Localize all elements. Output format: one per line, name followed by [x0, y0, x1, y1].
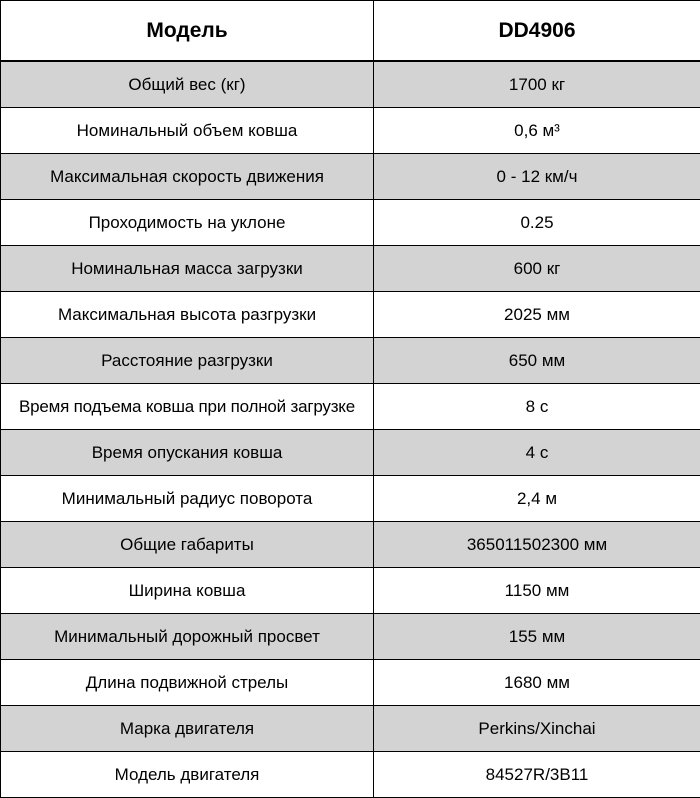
param-name: Время подъема ковша при полной загрузке	[1, 384, 374, 430]
table-row	[1, 246, 700, 292]
table-row	[1, 292, 700, 338]
table-row	[1, 660, 700, 706]
param-value: 1680 мм	[374, 660, 700, 706]
param-name: Расстояние разгрузки	[1, 338, 374, 384]
param-value: 1700 кг	[374, 61, 700, 108]
param-name: Номинальный объем ковша	[1, 108, 374, 154]
table-row	[1, 522, 700, 568]
param-value: 8 с	[374, 384, 700, 430]
param-name: Минимальный дорожный просвет	[1, 614, 374, 660]
param-value: 0,6 м³	[374, 108, 700, 154]
param-value: 2,4 м	[374, 476, 700, 522]
table-row	[1, 706, 700, 752]
param-value: 2025 мм	[374, 292, 700, 338]
table-row	[1, 108, 700, 154]
param-value: 155 мм	[374, 614, 700, 660]
table-row	[1, 338, 700, 384]
table-row	[1, 430, 700, 476]
table-row	[1, 154, 700, 200]
param-value: 600 кг	[374, 246, 700, 292]
param-name: Время опускания ковша	[1, 430, 374, 476]
param-value: 1150 мм	[374, 568, 700, 614]
param-value: 4 с	[374, 430, 700, 476]
param-name: Длина подвижной стрелы	[1, 660, 374, 706]
param-name: Ширина ковша	[1, 568, 374, 614]
table-row	[1, 568, 700, 614]
param-name: Модель двигателя	[1, 752, 374, 798]
table-row	[1, 384, 700, 430]
param-value: 0.25	[374, 200, 700, 246]
param-name: Марка двигателя	[1, 706, 374, 752]
param-value: Perkins/Xinchai	[374, 706, 700, 752]
table-row	[1, 614, 700, 660]
param-value: 365011502300 мм	[374, 522, 700, 568]
param-name: Номинальная масса загрузки	[1, 246, 374, 292]
param-name: Максимальная высота разгрузки	[1, 292, 374, 338]
param-name: Общий вес (кг)	[1, 61, 374, 108]
table-row	[1, 61, 700, 108]
param-name: Проходимость на уклоне	[1, 200, 374, 246]
header-row	[1, 1, 700, 62]
header-model-label: Модель	[1, 1, 374, 62]
param-value: 0 - 12 км/ч	[374, 154, 700, 200]
param-value: 84527R/3B11	[374, 752, 700, 798]
param-value: 650 мм	[374, 338, 700, 384]
header-model-value: DD4906	[374, 1, 700, 62]
table-row	[1, 476, 700, 522]
param-name: Максимальная скорость движения	[1, 154, 374, 200]
param-name: Общие габариты	[1, 522, 374, 568]
table-row	[1, 752, 700, 798]
table-row	[1, 200, 700, 246]
param-name: Минимальный радиус поворота	[1, 476, 374, 522]
